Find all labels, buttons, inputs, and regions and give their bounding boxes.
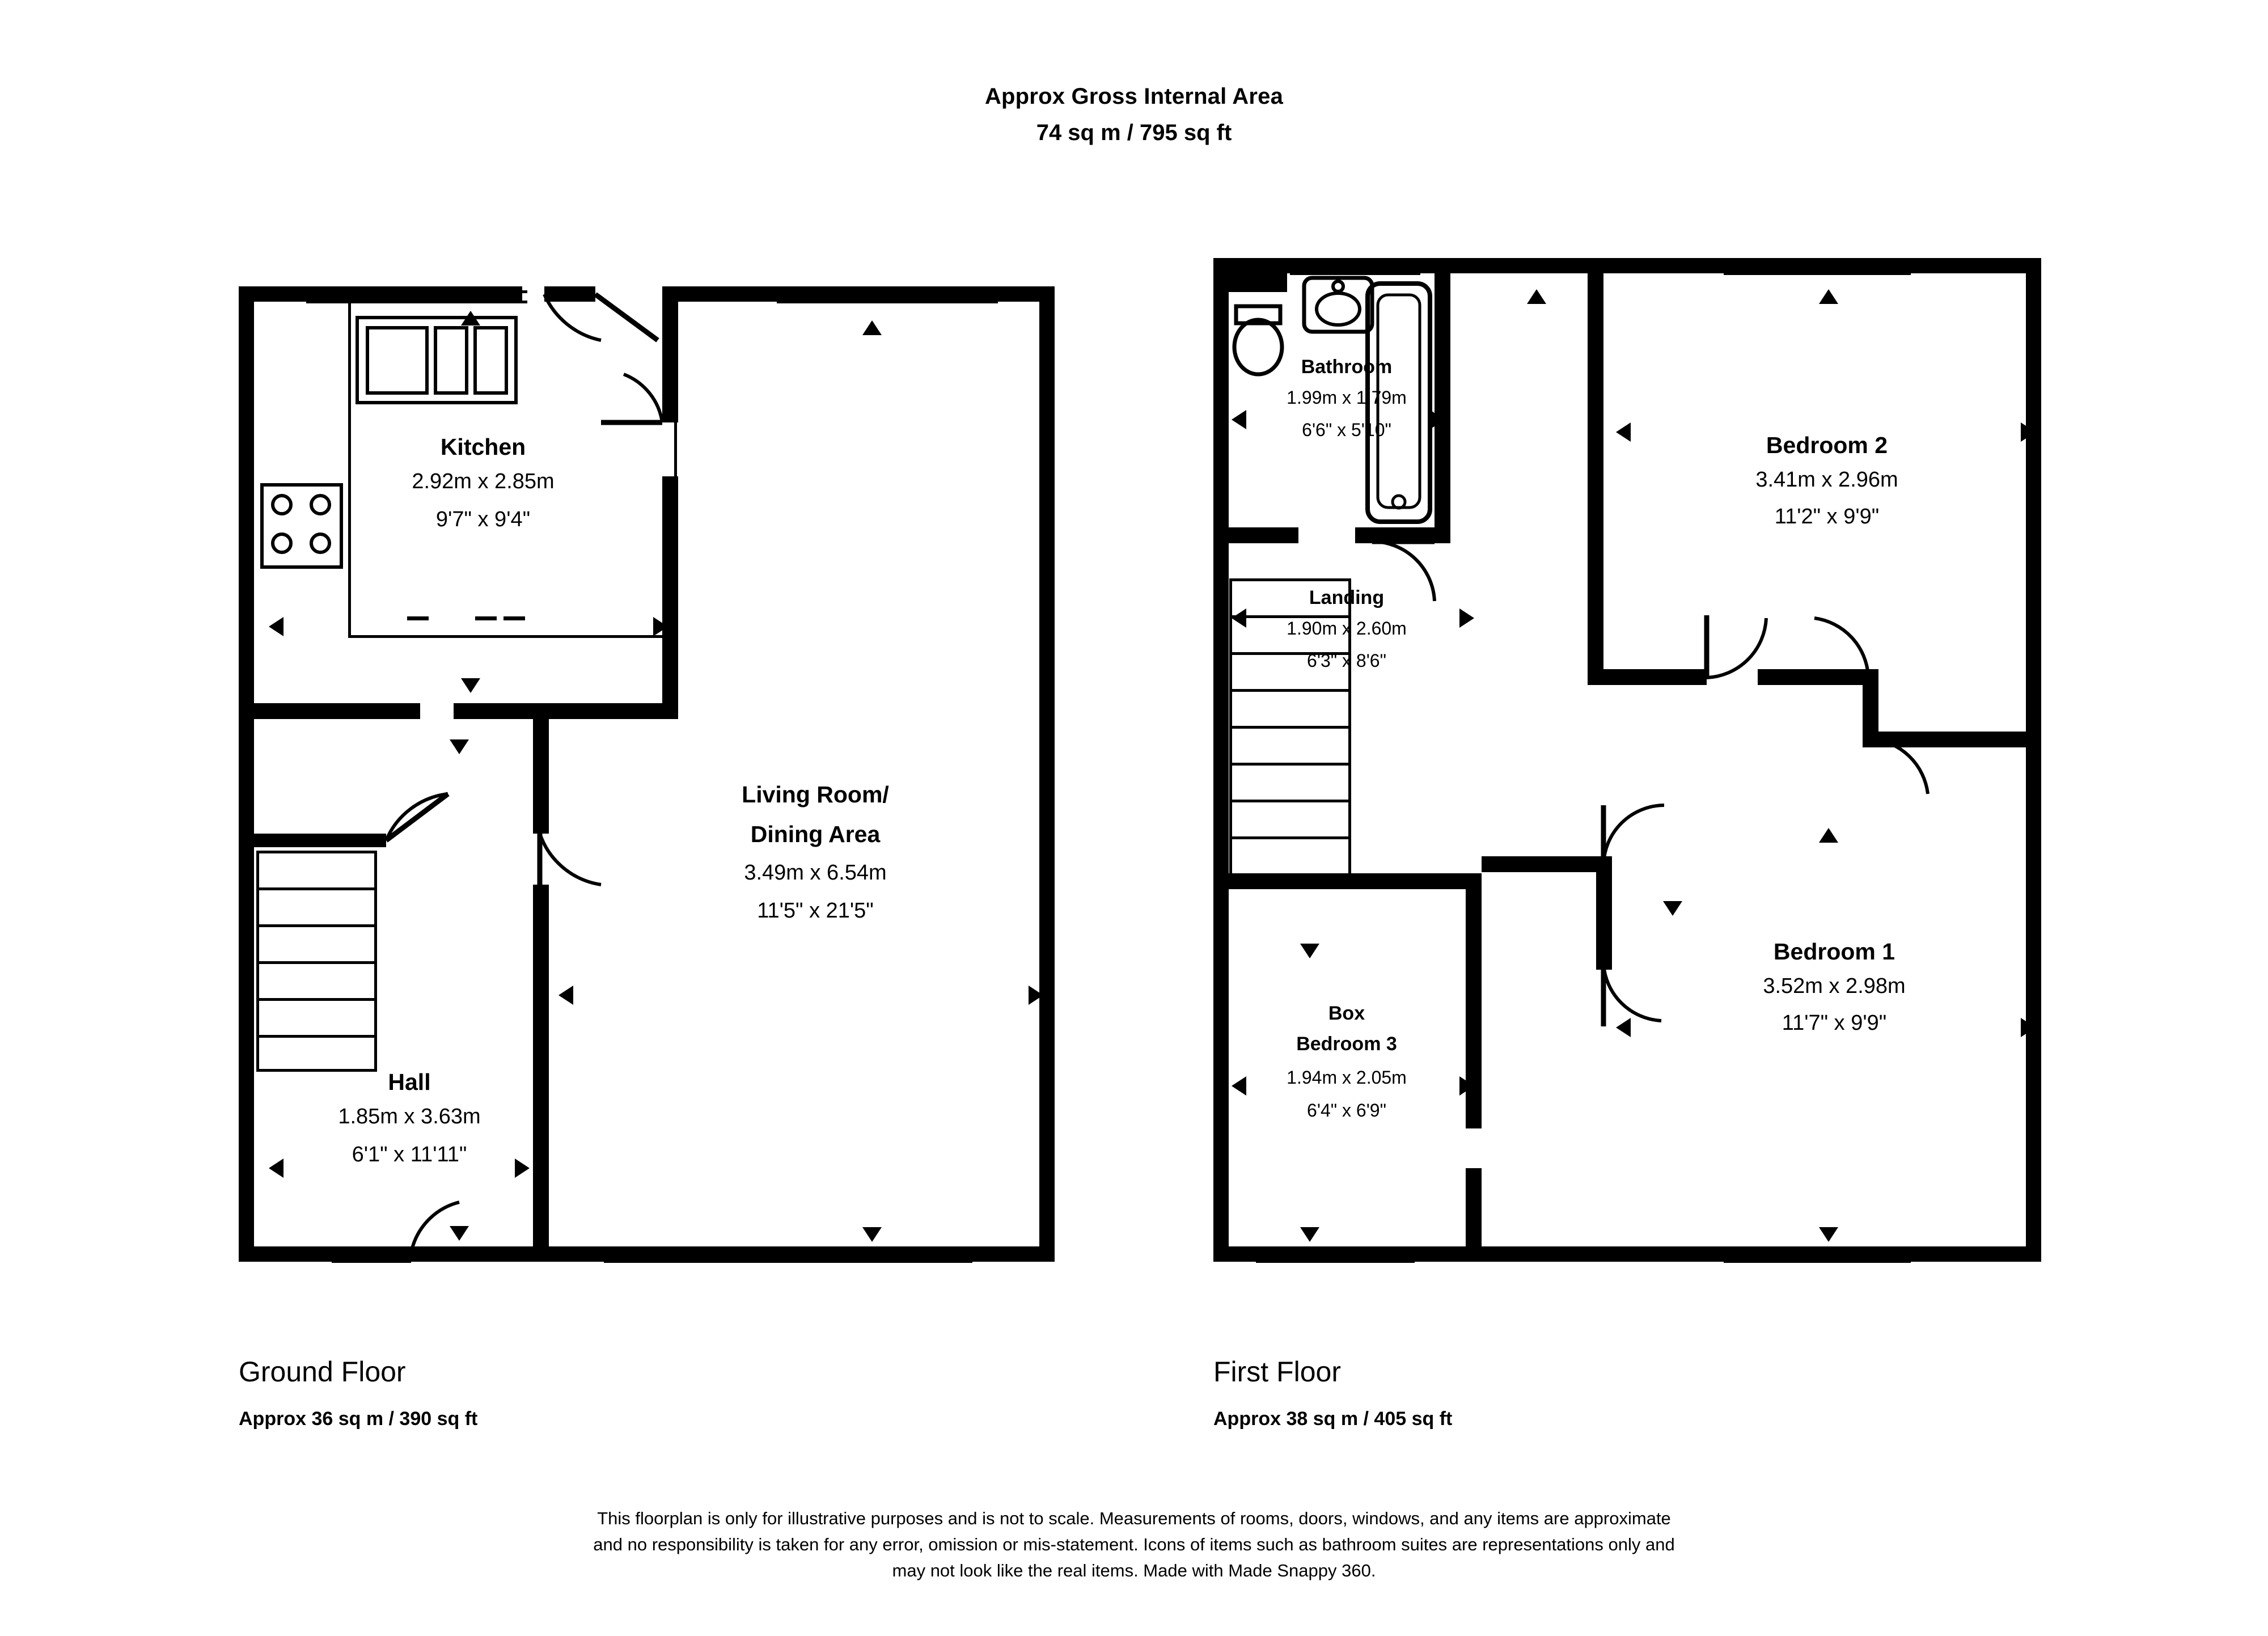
ground-floor-subtitle: Approx 36 sq m / 390 sq ft <box>239 1408 478 1430</box>
dim-arrow-living-bottom <box>862 1227 882 1242</box>
room-label-hall: Hall <box>388 1069 431 1095</box>
dim-arrow-box-bottom <box>1300 1227 1319 1242</box>
dim-arrow-landing-left <box>1232 608 1246 628</box>
disclaimer-line-1: This floorplan is only for illustrative purposes and is not to scale. Measurements of rooms, doors, windows, and any items are approximate <box>597 1508 1671 1528</box>
kitchen-counter-bottom-edge <box>348 635 677 638</box>
dim-arrow-bed2-top <box>1819 289 1838 304</box>
window-living-bottom-outer <box>604 1250 972 1253</box>
wall-ff-landing-right-lower <box>1596 856 1612 970</box>
wall-ff-box-top <box>1213 873 1480 889</box>
dim-arrow-hall-right <box>515 1159 530 1178</box>
first-floor-title: First Floor <box>1213 1356 1341 1388</box>
stair-ff-step-5 <box>1229 726 1351 729</box>
dim-arrow-bed1-left <box>1616 1018 1631 1037</box>
dim-arrow-landing-bottom <box>1663 901 1682 916</box>
dim-arrow-hall-bottom <box>450 1226 469 1241</box>
wall-ff-exterior-top <box>1213 258 2041 273</box>
room-label-living-2: Dining Area <box>750 821 881 847</box>
wall-ff-bathroom-bottom-left <box>1213 527 1298 543</box>
hob-ring-4 <box>311 534 329 552</box>
dim-arrow-hall-left <box>269 1159 284 1178</box>
stair-ff-step-7 <box>1229 800 1351 802</box>
door-cupboard <box>1806 618 1868 676</box>
basin-bowl <box>1317 293 1360 325</box>
dim-arrow-bed2-left <box>1616 422 1631 442</box>
window-bed2-top-outer <box>1724 262 1911 265</box>
window-bathroom-top-inner <box>1290 272 1420 275</box>
door-bedroom2 <box>1707 615 1766 678</box>
ground-floor-title: Ground Floor <box>239 1356 406 1388</box>
wall-exterior-top-right <box>669 286 1055 302</box>
room-label-landing: Landing <box>1309 587 1385 608</box>
ground-floor-drawing <box>0 0 1134 1304</box>
wall-ff-bathroom-right <box>1435 258 1450 542</box>
room-dim-bedroom1-metric: 3.52m x 2.98m <box>1763 974 1906 998</box>
wall-exterior-left <box>239 286 254 1262</box>
door-kitchen-to-living <box>601 374 662 422</box>
hob-ring-3 <box>273 534 291 552</box>
wall-exterior-right <box>1039 286 1055 1262</box>
window-hall-bottom-outer <box>332 1250 411 1253</box>
room-dim-box-metric: 1.94m x 2.05m <box>1287 1067 1407 1088</box>
room-dim-hall-imperial: 6'1" x 11'11" <box>352 1143 467 1166</box>
hob-ring-2 <box>311 496 329 514</box>
wall-ff-bed2-left <box>1588 258 1603 678</box>
basin-tap <box>1333 281 1343 291</box>
door-hall-to-kitchen <box>386 794 448 840</box>
wall-ff-landing-bottom <box>1482 856 1612 872</box>
door-landing-lower <box>1603 964 1661 1026</box>
dim-arrow-bathroom-left <box>1232 410 1246 429</box>
stair-step-5 <box>256 998 377 1001</box>
window-living-top-inner <box>777 301 998 303</box>
room-dim-landing-metric: 1.90m x 2.60m <box>1287 618 1407 639</box>
window-bed1-bottom-outer <box>1724 1250 1911 1253</box>
wall-ff-exterior-bottom <box>1213 1246 2041 1262</box>
window-box-bottom-outer <box>1256 1250 1415 1253</box>
wall-internal-kitchen-bottom-right <box>454 703 678 719</box>
stair-ff-step-8 <box>1229 836 1351 839</box>
dim-arrow-kitchen-bottom <box>461 678 480 693</box>
hob-ring-1 <box>273 496 291 514</box>
room-dim-living-imperial: 11'5" x 21'5" <box>757 899 874 923</box>
gross-area-title: Approx Gross Internal Area <box>984 84 1284 109</box>
dim-arrow-bed1-top <box>1819 828 1838 843</box>
window-bed2-top-inner <box>1724 272 1911 275</box>
room-dim-bedroom2-imperial: 11'2" x 9'9" <box>1774 505 1880 529</box>
stair-step-4 <box>256 961 377 964</box>
gross-area-value: 74 sq m / 795 sq ft <box>1036 120 1232 145</box>
dim-arrow-kitchen-hall <box>450 739 469 754</box>
room-label-living-1: Living Room/ <box>742 781 889 808</box>
room-label-bedroom1: Bedroom 1 <box>1773 939 1895 965</box>
room-label-kitchen: Kitchen <box>440 434 526 460</box>
dim-arrow-bathroom-top <box>1527 289 1546 304</box>
disclaimer-block <box>227 1506 2041 1584</box>
kitchen-sink-bowl-1 <box>367 328 427 393</box>
cabinet-handle-3 <box>503 616 525 620</box>
kitchen-sink-drainer <box>475 328 506 393</box>
room-dim-kitchen-imperial: 9'7" x 9'4" <box>435 508 531 531</box>
wall-internal-hall-stub <box>239 834 386 847</box>
dim-arrow-living-left <box>558 986 573 1005</box>
room-label-bedroom2: Bedroom 2 <box>1766 432 1888 458</box>
room-label-box-2: Bedroom 3 <box>1296 1033 1397 1055</box>
dim-arrow-kitchen-left <box>269 617 284 636</box>
room-dim-box-imperial: 6'4" x 6'9" <box>1307 1100 1386 1121</box>
wall-internal-hall-right <box>533 885 549 1262</box>
window-kitchen-top-outer <box>306 290 527 293</box>
disclaimer-line-2: and no responsibility is taken for any error, omission or mis-statement. Icons of items such as bathroom suites are representations only and <box>593 1534 1675 1554</box>
kitchen-sink-bowl-2 <box>435 328 467 393</box>
wall-ff-box-right-upper <box>1466 873 1482 1128</box>
dim-arrow-landing-right <box>1459 608 1474 628</box>
stair-step-2 <box>256 887 377 890</box>
dim-arrow-bed1-bottom <box>1819 1227 1838 1242</box>
window-living-top-outer <box>777 290 998 293</box>
stair-step-3 <box>256 924 377 927</box>
door-box-bedroom <box>1603 805 1664 865</box>
stair-step-7 <box>256 1069 377 1072</box>
room-dim-bedroom1-imperial: 11'7" x 9'9" <box>1782 1011 1887 1035</box>
wall-ff-box-right-lower <box>1466 1168 1482 1262</box>
disclaimer-line-3: may not look like the real items. Made with Made Snappy 360. <box>892 1561 1376 1580</box>
kitchen-counter-left-edge <box>348 303 351 638</box>
window-box-bottom-inner <box>1256 1260 1415 1263</box>
first-floor-plan <box>1134 0 2268 1304</box>
ground-floor-plan <box>0 0 1134 1304</box>
stair-ff-step-4 <box>1229 689 1351 692</box>
wall-ff-exterior-right <box>2026 258 2041 1262</box>
cabinet-handle-2 <box>475 616 497 620</box>
stair-ff-step-6 <box>1229 763 1351 766</box>
window-kitchen-top-inner <box>306 301 527 303</box>
kitchen-counter-right-edge <box>674 303 677 638</box>
window-hall-bottom-inner <box>332 1260 411 1263</box>
dim-arrow-box-left <box>1232 1076 1246 1096</box>
room-dim-hall-metric: 1.85m x 3.63m <box>338 1105 481 1128</box>
stair-ff-step-1 <box>1229 578 1351 581</box>
room-label-box-1: Box <box>1328 1003 1365 1024</box>
wall-exterior-top-mid <box>544 286 595 302</box>
toilet-icon <box>1234 320 1282 374</box>
wall-ff-landing-top-right <box>1588 669 1707 685</box>
door-hall-to-living <box>540 834 601 885</box>
room-dim-bedroom2-metric: 3.41m x 2.96m <box>1755 468 1898 492</box>
stair-step-1 <box>256 851 377 853</box>
cabinet-handle-1 <box>407 616 429 620</box>
room-dim-kitchen-metric: 2.92m x 2.85m <box>412 470 555 493</box>
first-floor-drawing <box>1134 0 2268 1304</box>
wall-exterior-bottom <box>239 1246 1055 1262</box>
wall-exterior-top-left <box>239 286 522 302</box>
cooker-hob-icon <box>262 485 341 567</box>
wall-ff-exterior-left <box>1213 258 1229 1262</box>
wall-internal-hall-top <box>533 715 549 834</box>
window-living-bottom-inner <box>604 1260 972 1263</box>
room-label-bathroom: Bathroom <box>1301 356 1393 378</box>
room-dim-landing-imperial: 6'3" x 8'6" <box>1307 650 1386 671</box>
dim-arrow-box-top <box>1300 944 1319 958</box>
first-floor-subtitle: Approx 38 sq m / 405 sq ft <box>1213 1408 1453 1430</box>
room-dim-bathroom-imperial: 6'6" x 5'10" <box>1302 420 1391 440</box>
window-bed1-bottom-inner <box>1724 1260 1911 1263</box>
window-bathroom-top-outer <box>1290 262 1420 265</box>
room-dim-living-metric: 3.49m x 6.54m <box>744 861 887 885</box>
dim-arrow-living-top <box>862 320 882 335</box>
wall-internal-kitchen-bottom-left <box>239 703 420 719</box>
stair-step-6 <box>256 1035 377 1038</box>
room-dim-bathroom-metric: 1.99m x 1.79m <box>1287 387 1407 408</box>
